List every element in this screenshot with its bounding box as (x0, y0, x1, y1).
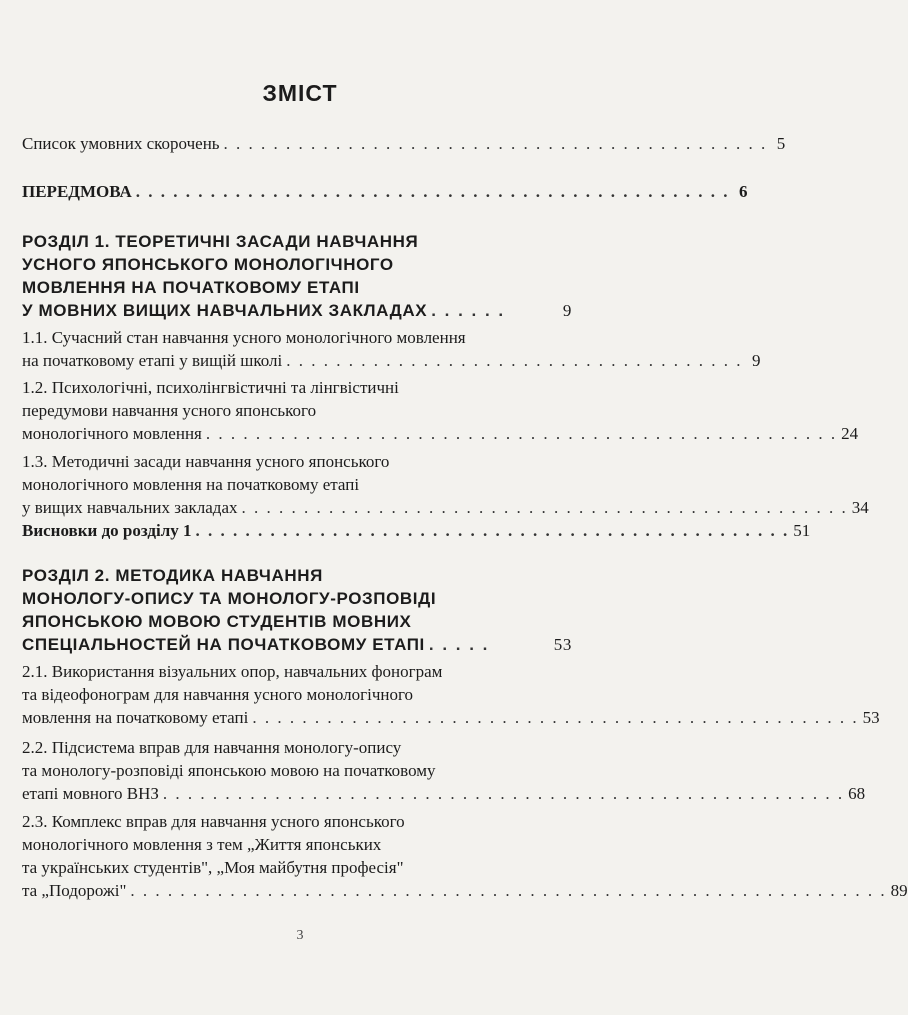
toc-entry-title-line: 1.1. Сучасний стан навчання усного монологічного мовлення (22, 328, 466, 347)
toc-page-number: 51 (793, 521, 811, 540)
leader-dots: . . . . . . (431, 301, 506, 320)
toc-page-number: 89 (890, 881, 908, 900)
toc-entry-title-line: МОНОЛОГУ-ОПИСУ ТА МОНОЛОГУ-РОЗПОВІДІ (22, 589, 437, 608)
leader-dots: . . . . . . . . . . . . . . . . . . . . . . . . . . . . . . . . . . . . . . . . . . . . . . . . (195, 521, 790, 540)
toc-entry-title-line: на початковому етапі у вищій школі (22, 351, 283, 370)
toc-entry-title-line: РОЗДІЛ 2. МЕТОДИКА НАВЧАННЯ (22, 566, 323, 585)
toc-page-number: 9 (562, 301, 572, 320)
toc-entry-abbreviations[interactable] (22, 132, 786, 155)
toc-entry-title-line: 1.2. Психологічні, психолінгвістичні та лінгвістичні (22, 378, 399, 397)
toc-entry-title-line: РОЗДІЛ 1. ТЕОРЕТИЧНІ ЗАСАДИ НАВЧАННЯ (22, 232, 419, 251)
toc-entry-title-line: УСНОГО ЯПОНСЬКОГО МОНОЛОГІЧНОГО (22, 255, 394, 274)
toc-entry-foreword[interactable] (22, 180, 748, 203)
toc-entry-title: Висновки до розділу 1 (22, 521, 192, 540)
toc-entry-title-line: 1.3. Методичні засади навчання усного японського (22, 452, 390, 471)
toc-entry-title-line: мовлення на початковому етапі (22, 708, 249, 727)
toc-entry-title-line: 2.3. Комплекс вправ для навчання усного японського (22, 812, 405, 831)
toc-page-number: 34 (851, 498, 869, 517)
toc-entry-title-line: МОВЛЕННЯ НА ПОЧАТКОВОМУ ЕТАПІ (22, 278, 360, 297)
toc-entry-2-2[interactable] (22, 736, 866, 805)
toc-entry-1-3[interactable] (22, 450, 869, 519)
toc-entry-title-line: 2.2. Підсистема вправ для навчання монологу-опису (22, 738, 402, 757)
leader-dots: . . . . . . . . . . . . . . . . . . . . . . . . . . . . . . . . . . . . . . . . . . . . . . . . . . . (205, 424, 838, 443)
page-title: ЗМІСТ (262, 80, 338, 106)
toc-entry-title-line: етапі мовного ВНЗ (22, 784, 159, 803)
toc-entry-title-line: монологічного мовлення (22, 424, 202, 443)
toc-entry-chapter-2[interactable] (22, 564, 572, 656)
toc-entry-1-1[interactable] (22, 326, 761, 372)
toc-page-number: 68 (848, 784, 866, 803)
toc-entry-title-line: та відеофонограм для навчання усного монологічного (22, 685, 414, 704)
toc-page-number: 53 (553, 635, 572, 654)
leader-dots: . . . . . . . . . . . . . . . . . . . . . . . . . . . . . . . . . . . . . . . . . . . . . . . . . (252, 708, 859, 727)
toc-page-number: 9 (751, 351, 761, 370)
toc-entry-title-line: монологічного мовлення з тем „Життя японських (22, 835, 382, 854)
leader-dots: . . . . . (428, 635, 490, 654)
toc-entry-chapter-1[interactable] (22, 230, 572, 322)
leader-dots: . . . . . . . . . . . . . . . . . . . . . . . . . . . . . . . . . . . . . (286, 351, 743, 370)
toc-entry-title: ПЕРЕДМОВА (22, 182, 132, 201)
toc-entry-title-line: у вищих навчальних закладах (22, 498, 238, 517)
leader-dots: . . . . . . . . . . . . . . . . . . . . . . . . . . . . . . . . . . . . . . . . . . . . . . . . . (241, 498, 848, 517)
leader-dots: . . . . . . . . . . . . . . . . . . . . . . . . . . . . . . . . . . . . . . . . . . . . . . . . (135, 182, 730, 201)
toc-entry-title-line: та монологу-розповіді японською мовою на початковому (22, 761, 436, 780)
toc-entry-title-line: ЯПОНСЬКОЮ МОВОЮ СТУДЕНТІВ МОВНИХ (22, 612, 412, 631)
toc-entry-title-line: та українських студентів", „Моя майбутня професія" (22, 858, 404, 877)
toc-entry-1-2[interactable] (22, 376, 859, 445)
toc-entry-2-1[interactable] (22, 660, 880, 729)
toc-page-number: 24 (841, 424, 859, 443)
leader-dots: . . . . . . . . . . . . . . . . . . . . . . . . . . . . . . . . . . . . . . . . . . . . . . . . . . . . . . . (162, 784, 845, 803)
toc-entry-title-line: СПЕЦІАЛЬНОСТЕЙ НА ПОЧАТКОВОМУ ЕТАПІ (22, 635, 425, 654)
leader-dots: . . . . . . . . . . . . . . . . . . . . . . . . . . . . . . . . . . . . . . . . . . . . (223, 134, 768, 153)
toc-entry-title-line: У МОВНИХ ВИЩИХ НАВЧАЛЬНИХ ЗАКЛАДАХ (22, 301, 428, 320)
toc-entry-conclusions-1[interactable] (22, 519, 811, 542)
toc-entry-2-3[interactable] (22, 810, 908, 902)
page-number: 3 (296, 928, 304, 943)
toc-page-number: 5 (776, 134, 786, 153)
toc-entry-title-line: монологічного мовлення на початковому етапі (22, 475, 360, 494)
toc-entry-title-line: 2.1. Використання візуальних опор, навчальних фонограм (22, 662, 443, 681)
toc-entry-title-line: передумови навчання усного японського (22, 401, 317, 420)
leader-dots: . . . . . . . . . . . . . . . . . . . . . . . . . . . . . . . . . . . . . . . . . . . . . . . . . . . . . . . . . . . . . (130, 881, 887, 900)
toc-page-number: 53 (862, 708, 880, 727)
toc-entry-title-line: та „Подорожі" (22, 881, 127, 900)
toc-entry-title: Список умовних скорочень (22, 134, 220, 153)
toc-page-number: 6 (739, 182, 748, 201)
